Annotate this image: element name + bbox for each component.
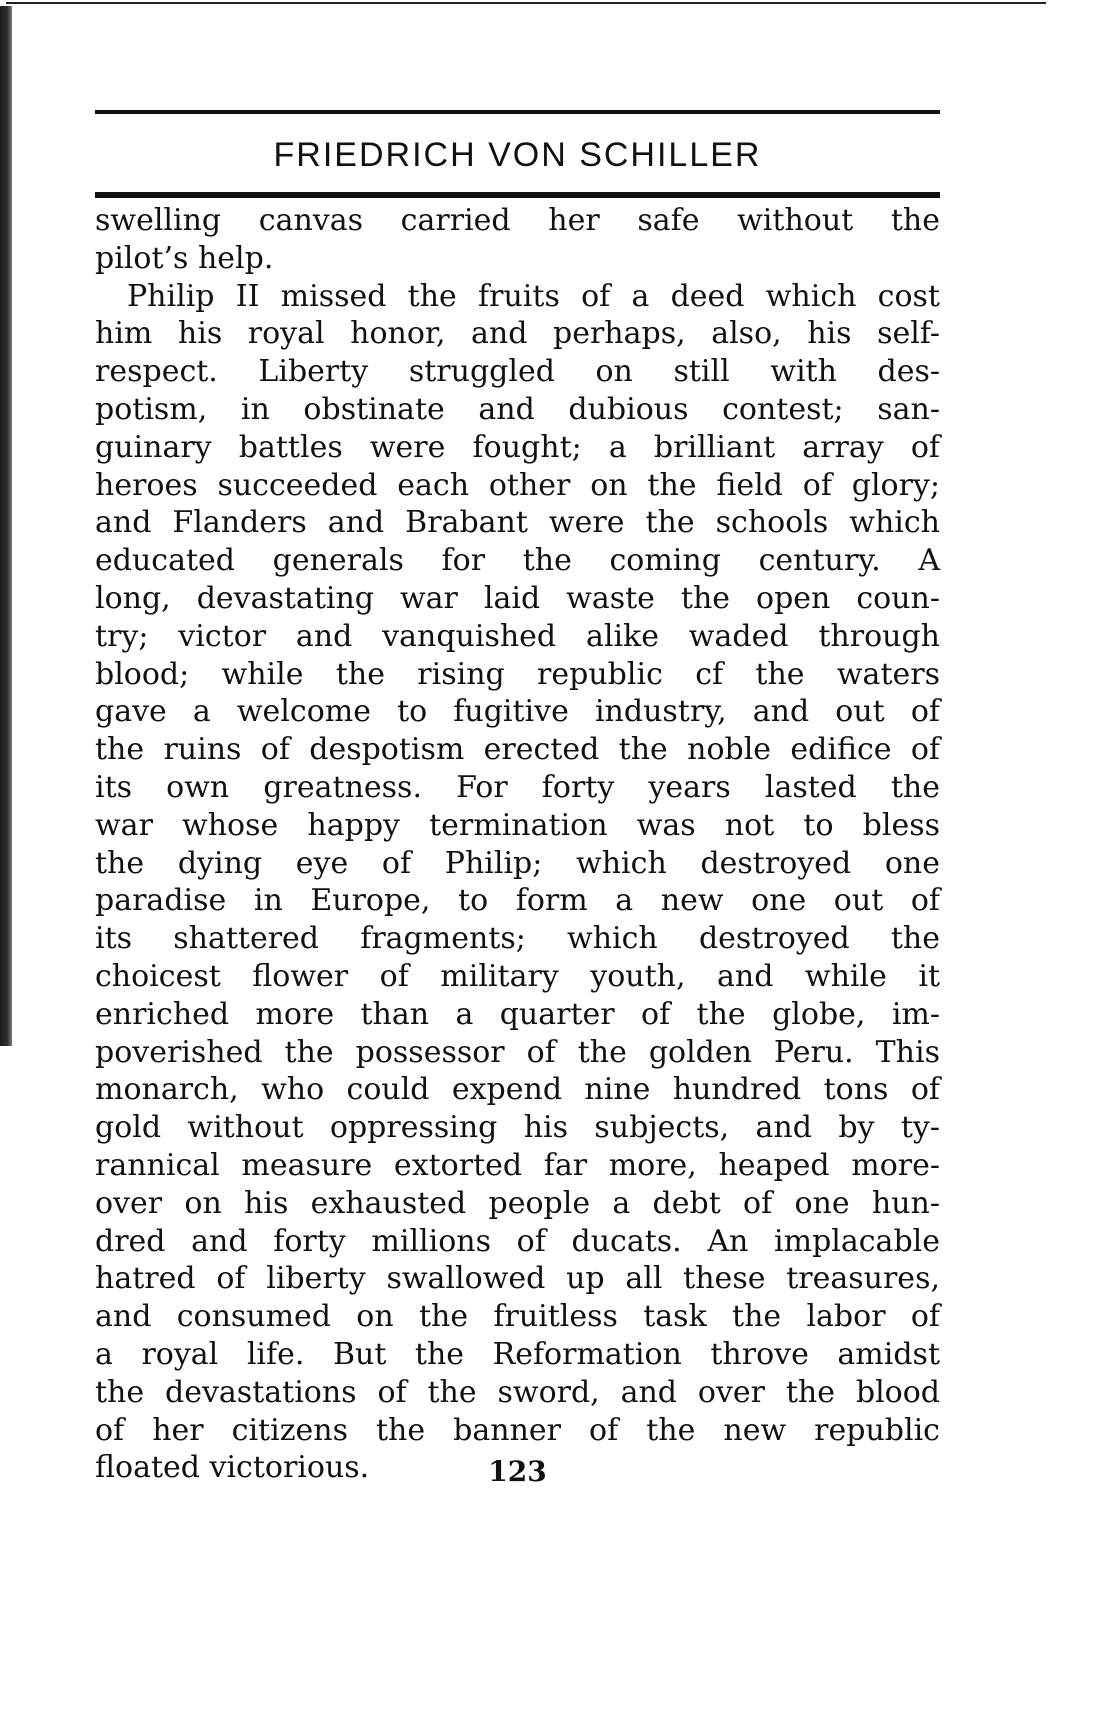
page-number: 123 bbox=[488, 1455, 547, 1488]
text-line: the ruins of despotism erected the noble edifice of bbox=[95, 732, 940, 768]
text-line: poverished the possessor of the golden Peru. This bbox=[95, 1034, 940, 1070]
text-line: hatred of liberty swallowed up all these treasures, bbox=[95, 1261, 940, 1297]
text-line: and Flanders and Brabant were the schools which bbox=[95, 505, 940, 541]
text-line: choicest flower of military youth, and while it bbox=[95, 958, 940, 994]
text-line: Philip II missed the fruits of a deed which cost bbox=[127, 278, 940, 314]
text-line: try; victor and vanquished alike waded through bbox=[95, 618, 940, 654]
text-line: its own greatness. For forty years lasted the bbox=[95, 769, 940, 805]
text-line: long, devastating war laid waste the open coun- bbox=[95, 580, 940, 616]
book-page bbox=[95, 100, 940, 1680]
body-text bbox=[95, 202, 940, 1487]
text-line: the dying eye of Philip; which destroyed one bbox=[95, 845, 940, 881]
text-line: its shattered fragments; which destroyed the bbox=[95, 921, 940, 957]
text-line: the devastations of the sword, and over the blood bbox=[95, 1374, 940, 1410]
header-rule-top bbox=[95, 110, 940, 114]
text-line: him his royal honor, and perhaps, also, his self- bbox=[95, 316, 940, 352]
text-line: paradise in Europe, to form a new one out of bbox=[95, 883, 940, 919]
page-top-edge bbox=[6, 2, 1046, 4]
text-line: heroes succeeded each other on the field of glory; bbox=[95, 467, 940, 503]
running-head: FRIEDRICH VON SCHILLER bbox=[273, 136, 762, 174]
text-line: of her citizens the banner of the new republic bbox=[95, 1412, 940, 1448]
page-left-edge-shadow bbox=[0, 6, 12, 1046]
text-line: swelling canvas carried her safe without the bbox=[95, 203, 940, 238]
text-line: war whose happy termination was not to bless bbox=[95, 807, 940, 843]
text-line: and consumed on the fruitless task the labor of bbox=[95, 1299, 940, 1335]
text-line: enriched more than a quarter of the globe, im- bbox=[95, 996, 940, 1032]
text-line: over on his exhausted people a debt of one hun- bbox=[95, 1185, 940, 1221]
text-line: floated victorious. bbox=[95, 1450, 370, 1486]
header-rule-bottom bbox=[95, 192, 940, 198]
text-line: a royal life. But the Reformation throve amidst bbox=[95, 1336, 940, 1372]
text-line: dred and forty millions of ducats. An implacable bbox=[95, 1223, 940, 1259]
text-line: respect. Liberty struggled on still with des- bbox=[95, 354, 940, 390]
text-line: pilot’s help. bbox=[95, 240, 274, 276]
text-line: gave a welcome to fugitive industry, and out of bbox=[95, 694, 940, 730]
text-line: potism, in obstinate and dubious contest; san- bbox=[95, 391, 940, 427]
text-line: blood; while the rising republic cf the waters bbox=[95, 656, 940, 692]
text-line: rannical measure extorted far more, heaped more- bbox=[95, 1147, 940, 1183]
text-line: educated generals for the coming century. A bbox=[95, 543, 940, 579]
text-line: monarch, who could expend nine hundred tons of bbox=[95, 1072, 940, 1108]
text-line: gold without oppressing his subjects, and by ty- bbox=[95, 1110, 940, 1146]
text-line: guinary battles were fought; a brilliant array of bbox=[95, 429, 940, 465]
